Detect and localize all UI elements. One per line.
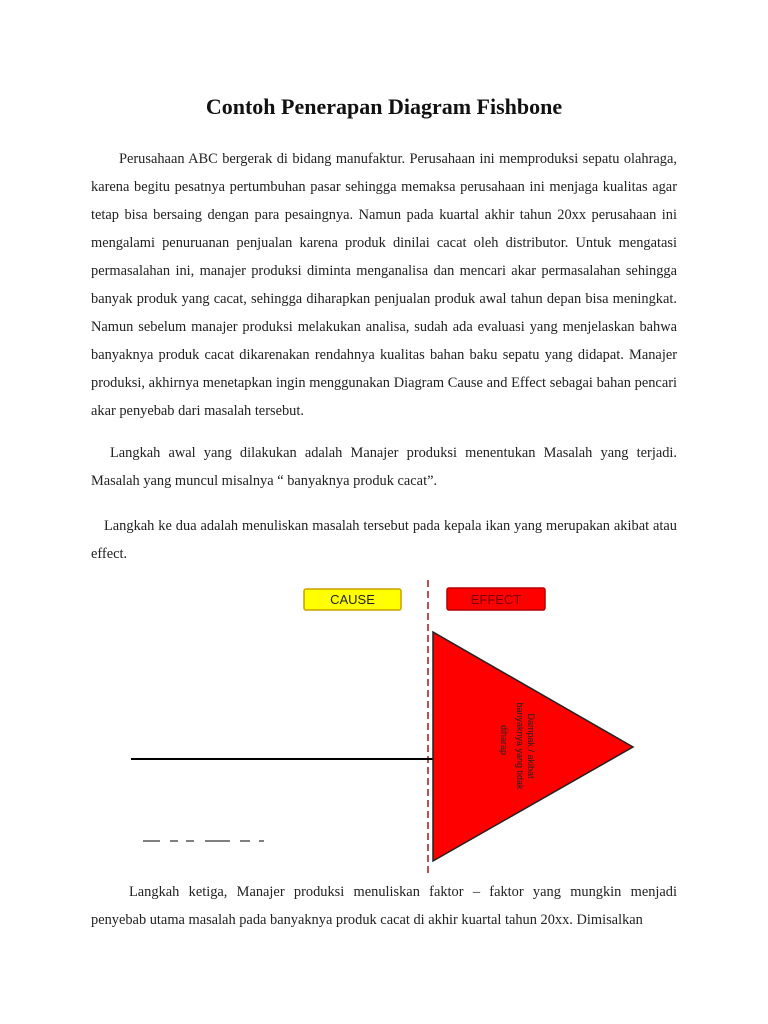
paragraph-step-three: Langkah ketiga, Manajer produksi menuliskan faktor – faktor yang mungkin menjadi penyebab utama masalah pada banyaknya produk cacat di akhir kuartal tahun 20xx. Dimisalkan [91,884,677,928]
cause-box [304,589,401,610]
head-text-line-3: diharap [499,724,509,756]
head-text-line-1: Dampak / akibat [526,713,536,779]
effect-label: EFFECT [470,592,522,607]
paragraph-step-two: Langkah ke dua adalah menuliskan masalah tersebut pada kepala ikan yang merupakan akibat atau effect. [91,518,677,562]
head-text-line-2: banyaknya yang tidak [515,702,525,790]
page-title: Contoh Penerapan Diagram Fishbone [205,94,563,119]
cause-label: CAUSE [330,592,375,607]
paragraph-intro: Perusahaan ABC bergerak di bidang manufaktur. Perusahaan ini memproduksi sepatu olahraga, karena begitu pesatnya pertumbuhan pasar sehingga memaksa perusahaan ini menjaga kualitas agar tetap bisa bersaing dengan para pesaingnya. Namun pada kuartal akhir tahun 20xx perusahaan ini mengalami penuruanan penjualan karena produk dinilai cacat oleh distributor. Untuk mengatasi permasalahan ini, manajer produksi diminta menganalisa dan mencari akar permasalahan sehingga banyak produk yang cacat, sehingga diharapkan penjualan produk awal tahun depan bisa meningkat. Namun sebelum manajer produksi melakukan analisa, sudah ada evaluasi yang menjelaskan bahwa banyaknya produk cacat dikarenakan rendahnya kualitas bahan baku sepatu yang didapat. Manajer produksi, akhirnya menetapkan ingin menggunakan Diagram Cause and Effect sebagai bahan pencari akar penyebab dari masalah tersebut. [91,151,677,419]
paragraph-step-one: Langkah awal yang dilakukan adalah Manajer produksi menentukan Masalah yang terjadi. Masalah yang muncul misalnya “ banyaknya produk cacat”. [91,445,677,489]
effect-box [447,588,545,610]
fishbone-diagram [0,578,768,878]
